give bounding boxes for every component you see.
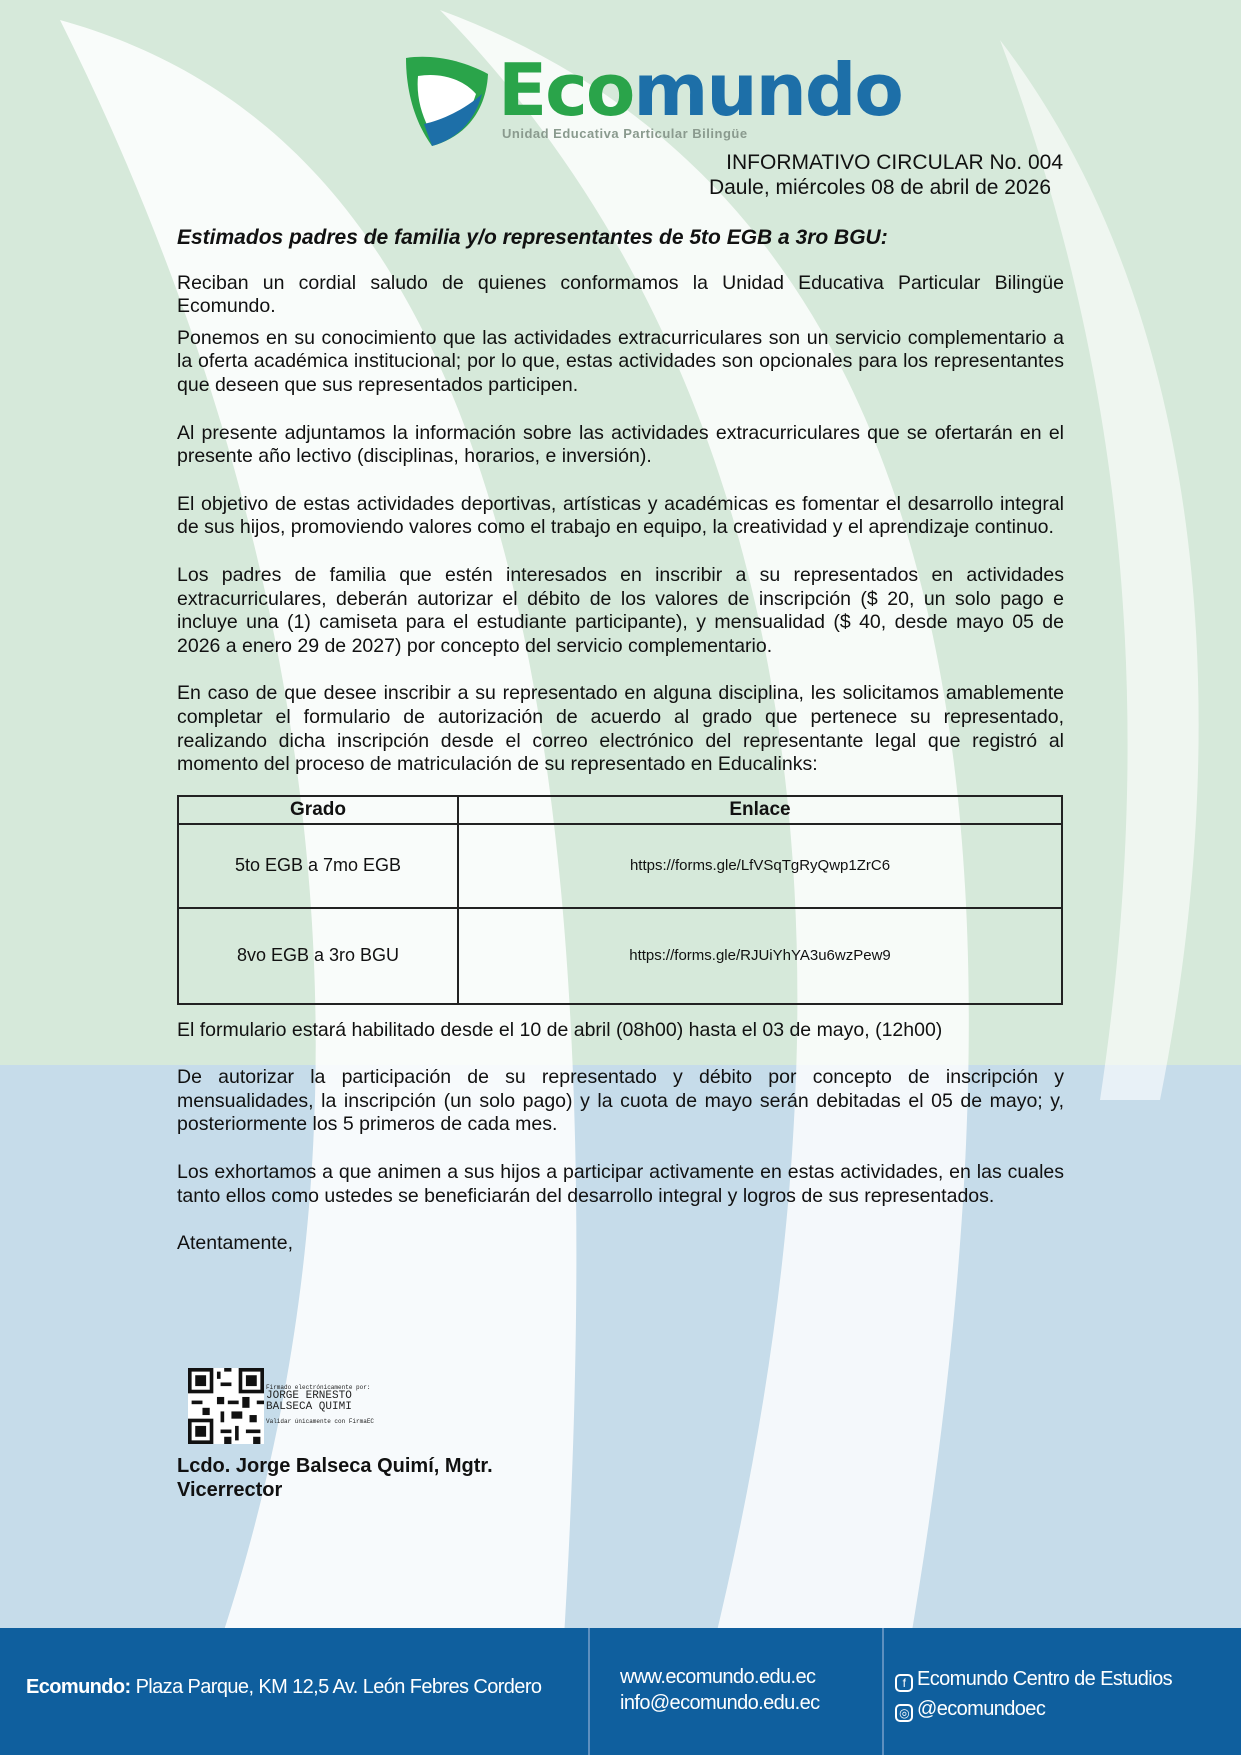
- table-row: [178, 824, 1062, 908]
- signer-block: [177, 1454, 493, 1502]
- footer-address: Ecomundo: Plaza Parque, KM 12,5 Av. León Febres Cordero: [26, 1676, 542, 1698]
- footer-contact: [620, 1664, 820, 1716]
- shield-leaf-icon: [402, 54, 492, 146]
- forms-table: [177, 795, 1063, 1005]
- signer-name: Lcdo. Jorge Balseca Quimí, Mgtr.: [177, 1455, 493, 1477]
- paragraph: Al presente adjuntamos la información sobre las actividades extracurriculares que se ofertarán en el presente año lectivo (disciplinas, horarios, e inversión).: [177, 421, 1064, 468]
- paragraph: En caso de que desee inscribir a su representado en alguna disciplina, les solicitamos amablemente completar el formulario de autorización de acuerdo al grado que pertenece su representado, realizando dicha inscripción desde el correo electrónico del representante legal que registró al momento del proceso de matriculación de su representado en Educalinks:: [177, 682, 1064, 776]
- electronic-signature: [188, 1368, 518, 1444]
- form-link[interactable]: https://forms.gle/LfVSqTgRyQwp1ZrC6: [458, 824, 1062, 908]
- signature-text: Firmado electrónicamente por: JORGE ERNESTO BALSECA QUIMI Validar únicamente con FirmaEC: [266, 1384, 375, 1425]
- qr-code-icon: [188, 1368, 264, 1444]
- circular-date: Daule, miércoles 08 de abril de 2026: [708, 176, 1051, 199]
- circular-header: [709, 150, 1063, 200]
- column-header-grado: Grado: [178, 796, 458, 824]
- footer-social: [895, 1664, 1172, 1724]
- footer-bar: [0, 1628, 1241, 1755]
- letter-body: [177, 226, 1064, 1280]
- paragraph: De autorizar la participación de su representado y débito por concepto de inscripción y mensualidades, la inscripción (un solo pago) y la cuota de mayo serán debitadas el 05 de mayo; y, posteriormente los 5 primeros de cada mes.: [177, 1066, 1064, 1136]
- grado-cell: 8vo EGB a 3ro BGU: [178, 908, 458, 1004]
- signer-title: Vicerrector: [177, 1479, 283, 1501]
- divider: [588, 1628, 590, 1755]
- paragraph: Ponemos en su conocimiento que las actividades extracurriculares son un servicio complementario a la oferta académica institucional; por lo que, estas actividades son opcionales para los representantes que deseen que sus representados participen.: [177, 326, 1064, 396]
- column-header-enlace: Enlace: [458, 796, 1062, 824]
- paragraph: Los exhortamos a que animen a sus hijos a participar activamente en estas actividades, en las cuales tanto ellos como ustedes se beneficiarán del desarrollo integral y logros de sus representados.: [177, 1161, 1064, 1207]
- instagram-icon: ◎: [895, 1704, 913, 1722]
- logo-tagline: Unidad Educativa Particular Bilingüe: [502, 126, 748, 141]
- paragraph: El objetivo de estas actividades deportivas, artísticas y académicas es fomentar el desarrollo integral de sus hijos, promoviendo valores como el trabajo en equipo, la creatividad y el aprendizaje continuo.: [177, 492, 1064, 539]
- form-link[interactable]: https://forms.gle/RJUiYhYA3u6wzPew9: [458, 908, 1062, 1004]
- closing: Atentamente,: [177, 1232, 293, 1255]
- logo-wordmark: Ecomundo: [498, 48, 902, 132]
- circular-number: INFORMATIVO CIRCULAR No. 004: [726, 151, 1063, 174]
- divider: [882, 1628, 884, 1755]
- facebook-icon: f: [895, 1674, 913, 1692]
- instagram-link[interactable]: ◎ @ecomundoec: [895, 1694, 1172, 1724]
- greeting-heading: Estimados padres de familia y/o representantes de 5to EGB a 3ro BGU:: [177, 226, 888, 249]
- paragraph: Reciban un cordial saludo de quienes conformamos la Unidad Educativa Particular Bilingüe Ecomundo.: [177, 271, 1064, 318]
- paragraph: Los padres de familia que estén interesados en inscribir a su representados en actividades extracurriculares, deberán autorizar el débito de los valores de inscripción ($ 20, un solo pago e incluye una (1) camiseta para el estudiante participante), y mensualidad ($ 40, desde mayo 05 de 2026 a enero 29 de 2027) por concepto del servicio complementario.: [177, 563, 1064, 657]
- paragraph: El formulario estará habilitado desde el 10 de abril (08h00) hasta el 03 de mayo, (12h00): [177, 1018, 943, 1041]
- grado-cell: 5to EGB a 7mo EGB: [178, 824, 458, 908]
- facebook-link[interactable]: f Ecomundo Centro de Estudios: [895, 1664, 1172, 1694]
- ecomundo-logo: [402, 48, 902, 146]
- email-link[interactable]: info@ecomundo.edu.ec: [620, 1692, 820, 1714]
- website-link[interactable]: www.ecomundo.edu.ec: [620, 1666, 816, 1688]
- table-row: [178, 908, 1062, 1004]
